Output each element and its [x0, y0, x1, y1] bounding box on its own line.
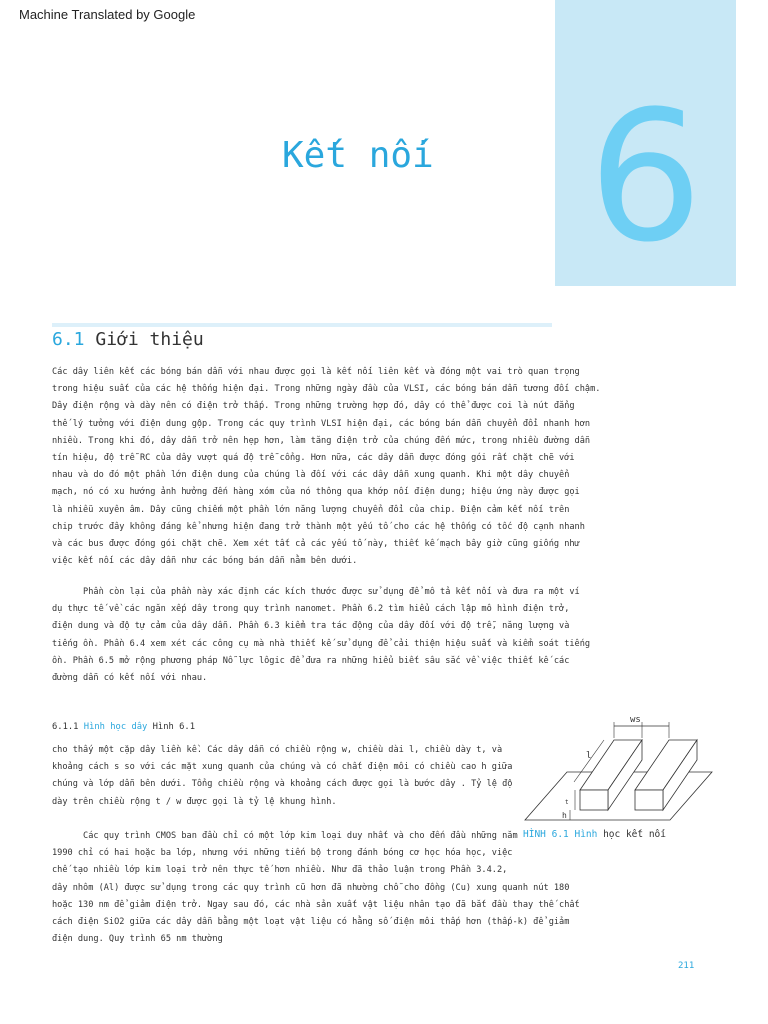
- text-line: Các quy trình CMOS ban đầu chỉ có một lớp kim loại duy nhất và cho đến đầu những năm: [52, 831, 518, 841]
- text-line: ồn. Phần 6.5 mở rộng phương pháp Nỗ lực lôgic để đưa ra những hiểu biết sâu sắc về việc thiết kế các: [52, 655, 570, 666]
- text-line: chúng và lớp dẫn bên dưới. Tổng chiều rộng và khoảng cách được gọi là bước dây . Tỷ lệ độ: [52, 779, 513, 790]
- section-number: 6.1: [52, 329, 85, 350]
- process-paragraph: [52, 828, 580, 948]
- interconnect-geometry-figure: [520, 712, 720, 824]
- wire-front-left: [580, 790, 608, 810]
- section-heading: [52, 329, 204, 350]
- text-line: mạch, nó có xu hướng ảnh hưởng đến hàng xóm của nó thông qua khớp nối điện dung; hiệu ứng này được gọi: [52, 487, 580, 498]
- text-line: điện dung và độ tự cảm của dây dẫn. Phần 6.3 kiểm tra tác động của dây đối với độ trễ, năng lượng và: [52, 621, 570, 632]
- text-line: 1990 chỉ có hai hoặc ba lớp, nhưng với những tiến bộ trong đánh bóng cơ học hóa học, việc: [52, 848, 513, 859]
- second-paragraph: [52, 584, 590, 687]
- text-line: dây nhôm (Al) được sử dụng trong các quy trình cũ hơn đã nhường chỗ cho đồng (Cu) xung quanh nút 180: [52, 882, 570, 893]
- subsection-title: Hình học dây: [83, 722, 148, 732]
- text-line: Các dây liên kết các bóng bán dẫn với nhau được gọi là kết nối liên kết và đóng một vai trò quan trọng: [52, 367, 580, 377]
- text-line: cách điện SiO2 giữa các dây dẫn bằng một loạt vật liệu có hằng số điện môi thấp hơn (thấp-k) để giảm: [52, 916, 570, 927]
- text-line: Dây điện rộng và dày nên có điện trở thấp. Trong những trường hợp đó, dây có thể được coi là nút đẳng: [52, 401, 575, 412]
- text-line: chế tạo nhiều lớp kim loại trở nên thực tế hơn nhiều. Như đã thảo luận trong Phần 3.4.2,: [52, 865, 508, 876]
- geometry-paragraph: [52, 742, 512, 811]
- text-line: và các bus được đóng gói chặt chẽ. Xem xét tất cả các yếu tố này, thiết kế mạch bây giờ cũng giống như: [52, 538, 580, 549]
- subsection-tail: Hình 6.1: [152, 722, 196, 732]
- figure-caption-rest: học kết nối: [597, 829, 666, 840]
- chapter-number: 6: [588, 73, 703, 282]
- subsection-heading: [52, 722, 195, 732]
- wire-front-right: [635, 790, 663, 810]
- text-line: là nhiễu xuyên âm. Dây cũng chiếm một phần lớn năng lượng chuyển đổi của chip. Điện cảm kết nối trên: [52, 504, 570, 515]
- text-line: tiếng ồn. Phần 6.4 xem xét các công cụ mà nhà thiết kế sử dụng để cải thiện hiệu suất và kiểm soát tiếng: [52, 638, 591, 649]
- chapter-number-box: [555, 0, 736, 286]
- page-number: 211: [678, 961, 695, 971]
- text-line: điện dung. Quy trình 65 nm thường: [52, 934, 223, 945]
- text-line: tín hiệu, độ trễ RC của dây vượt quá độ trễ cổng. Hơn nữa, các dây dẫn được đóng gói rất chặt chẽ với: [52, 452, 575, 463]
- text-line: hoặc 130 nm để giảm điện trở. Ngay sau đó, các nhà sản xuất vật liệu nhân tạo đã bắt đầu thay thế chất: [52, 899, 580, 910]
- text-line: cho thấy một cặp dây liền kề. Các dây dẫn có chiều rộng w, chiều dài l, chiều dày t, và: [52, 745, 503, 755]
- text-line: đường dẫn có kết nối với nhau.: [52, 672, 208, 683]
- text-line: dày trên chiều rộng t / w được gọi là tỷ lệ khung hình.: [52, 796, 337, 807]
- figure-caption-prefix: HÌNH 6.1 Hình: [523, 829, 598, 840]
- text-line: Phần còn lại của phần này xác định các kích thước được sử dụng để mô tả kết nối và đưa ra một ví: [52, 587, 580, 597]
- text-line: nhiều. Trong khi đó, dây dẫn trở nên hẹp hơn, làm tăng điện trở của chúng đến mức, trong nhiều đường dẫn: [52, 435, 591, 446]
- text-line: dụ thực tế về các ngăn xếp dây trong quy trình nanomet. Phần 6.2 tìm hiểu cách lập mô hình điện trở,: [52, 604, 570, 615]
- figure-caption: [523, 829, 666, 840]
- label-t: t: [565, 799, 569, 806]
- label-ws: ws: [630, 715, 641, 725]
- chapter-title: Kết nối: [282, 135, 434, 176]
- machine-translation-banner: Machine Translated by Google: [19, 7, 196, 22]
- text-line: thế lý tưởng với điện dung gộp. Trong các quy trình VLSI hiện đại, các bóng bán dẫn chuyển đổi nhanh hơn: [52, 418, 591, 429]
- section-rule: [52, 323, 552, 327]
- label-l: l: [586, 751, 592, 761]
- text-line: chip trước đây không đáng kể nhưng hiện đang trở thành một yếu tố cho các hệ thống có tốc độ cạnh nhanh: [52, 521, 585, 532]
- text-line: trong hiệu suất của các hệ thống hiện đại. Trong những ngày đầu của VLSI, các bóng bán dẫn tương đối chậm.: [52, 384, 601, 395]
- text-line: việc kết nối các dây dẫn như các bóng bán dẫn nằm bên dưới.: [52, 556, 358, 567]
- text-line: nhau và do đó một phần lớn điện dung của chúng là đối với các dây dẫn xung quanh. Khi một dây chuyển: [52, 470, 570, 481]
- section-title: Giới thiệu: [95, 329, 204, 350]
- intro-paragraph: [52, 364, 600, 570]
- text-line: khoảng cách s so với các mặt xung quanh của chúng và có chất điện môi có chiều cao h giữa: [52, 762, 513, 773]
- subsection-number: 6.1.1: [52, 722, 79, 732]
- label-h: h: [562, 811, 567, 820]
